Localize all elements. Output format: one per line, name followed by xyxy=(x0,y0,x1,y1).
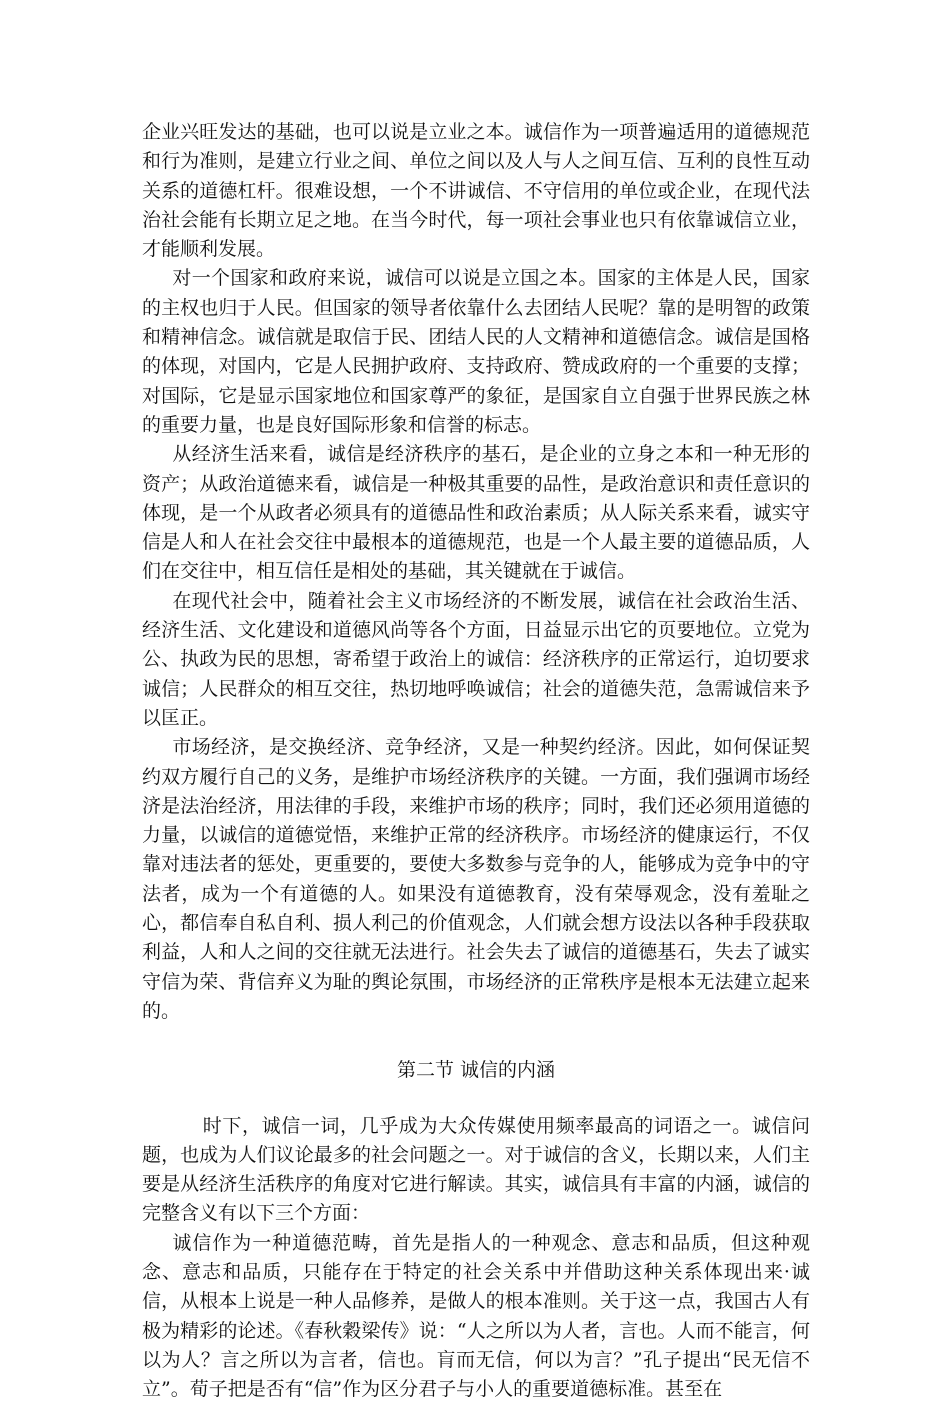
document-body xyxy=(142,118,810,1404)
paragraph-2: 对一个国家和政府来说，诚信可以说是立国之本。国家的主体是人民，国家的主权也归于人民。但国家的领导者依靠什么去团结人民呢？靠的是明智的政策和精神信念。诚信就是取信于民、团结人民的人文精神和道德信念。诚信是国格的体现，对国内，它是人民拥护政府、支持政府、赞成政府的一个重要的支撑；对国际，它是显示国家地位和国家尊严的象征，是国家自立自强于世界民族之林的重要力量，也是良好国际形象和信誉的标志。 xyxy=(142,267,810,436)
paragraph-5: 市场经济，是交换经济、竞争经济，又是一种契约经济。因此，如何保证契约双方履行自己的义务，是维护市场经济秩序的关键。一方面，我们强调市场经济是法治经济，用法律的手段，来维护市场的秩序；同时，我们还必须用道德的力量，以诚信的道德觉悟，来维护正常的经济秩序。市场经济的健康运行，不仅靠对违法者的惩处，更重要的，要使大多数参与竞争的人，能够成为竞争中的守法者，成为一个有道德的人。如果没有道德教育，没有荣辱观念，没有羞耻之心，都信奉自私自利、损人利己的价值观念，人们就会想方设法以各种手段获取利益，人和人之间的交往就无法进行。社会失去了诚信的道德基石，失去了诚实守信为荣、背信弃义为耻的舆论氛围，市场经济的正常秩序是根本无法建立起来的。 xyxy=(142,736,810,1022)
section-paragraph-2: 诚信作为一种道德范畴，首先是指人的一种观念、意志和品质，但这种观念、意志和品质，只能存在于特定的社会关系中并借助这种关系体现出来·诚信，从根本上说是一种人品修养，是做人的根本准则。关于这一点，我国古人有极为精彩的论述。《春秋穀梁传》说：“人之所以为人者，言也。人而不能言，何以为人？言之所以为言者，信也。肓而无信，何以为言？”孔子提出“民无信不立”。荀子把是否有“信”作为区分君子与小人的重要道德标准。甚至在 xyxy=(142,1231,810,1401)
paragraph-3: 从经济生活来看，诚信是经济秩序的基石，是企业的立身之本和一种无形的资产；从政治道德来看，诚信是一种极其重要的品性，是政治意识和责任意识的体现，是一个从政者必须具有的道德品性和政治素质；从人际关系来看，诚实守信是人和人在社会交往中最根本的道德规范，也是一个人最主要的道德品质，人们在交往中，相互信任是相处的基础，其关键就在于诚信。 xyxy=(142,443,810,583)
section-paragraph-1: 时下，诚信一词，几乎成为大众传媒使用频率最高的词语之一。诚信问题，也成为人们议论最多的社会问题之一。对于诚信的含义，长期以来，人们主要是从经济生活秩序的角度对它进行解读。其实，诚信具有丰富的内涵，诚信的完整含义有以下三个方面： xyxy=(142,1114,810,1225)
paragraph-4: 在现代社会中，随着社会主义市场经济的不断发展，诚信在社会政治生活、经济生活、文化建设和道德风尚等各个方面，日益显示出它的页要地位。立党为公、执政为民的思想，寄希望于政治上的诚信：经济秩序的正常运行，迫切要求诚信；人民群众的相互交往，热切地呼唤诚信；社会的道德失范，急需诚信来予以匡正。 xyxy=(142,589,810,729)
paragraph-1: 企业兴旺发达的基础，也可以说是立业之本。诚信作为一项普遍适用的道德规范和行为准则，是建立行业之间、单位之间以及人与人之间互信、互利的良性互动关系的道德杠杆。很难设想，一个不讲诚信、不守信用的单位或企业，在现代法治社会能有长期立足之地。在当今时代，每一项社会事业也只有依靠诚信立业，才能顺利发展。 xyxy=(142,121,810,261)
section-title: 第二节 诚信的内涵 xyxy=(396,1059,556,1082)
